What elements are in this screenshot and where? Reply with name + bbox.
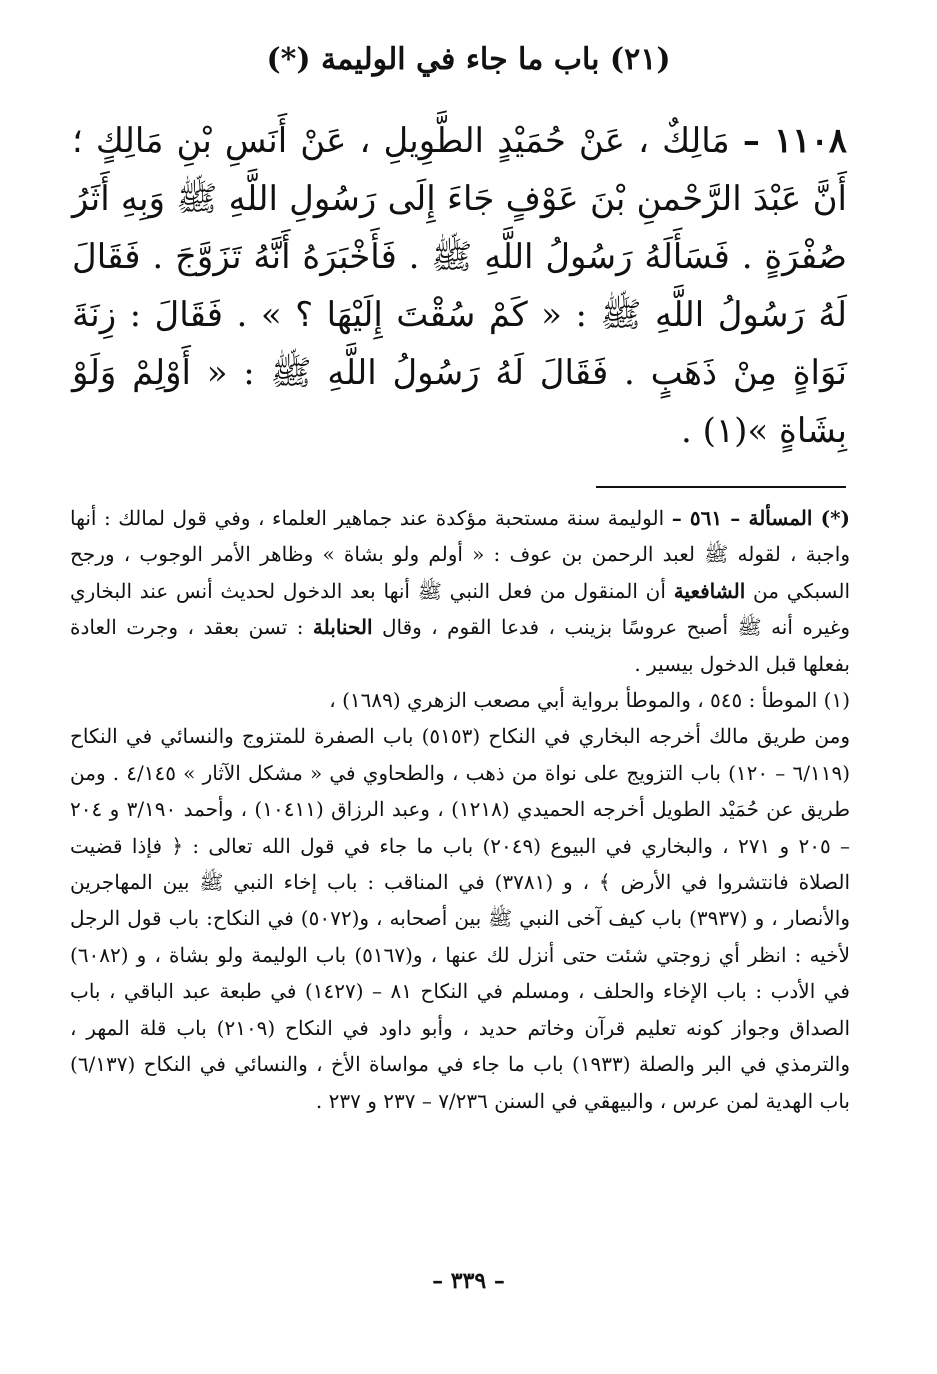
- footnote-star-text: الوليمة سنة مستحبة مؤكدة عند جماهير العلماء ، وفي قول لمالك : أنها واجبة ، لقوله ﷺ لعبد الرحمن بن عوف : « أولم ولو بشاة » وظاهر الأمر الوجوب ، ورجح السبكي من: [70, 506, 850, 603]
- footnote-1-body: ومن طريق مالك أخرجه البخاري في النكاح (٥١٥٣) باب الصفرة للمتزوج والنسائي في النكاح (٦/١١٩ – ١٢٠) باب التزويج على نواة من ذهب ، والطحاوي في « مشكل الآثار » ٤/١٤٥ . ومن طريق عن حُمَيْد الطويل أخرجه الحميدي (١٢١٨) ، وعبد الرزاق (١٠٤١١) ، وأحمد ٣/١٩٠ و ٢٠٤ – ٢٠٥ و ٢٧١ ، والبخاري في البيوع (٢٠٤٩) باب ما جاء في قول الله تعالى : ﴿ فإذا قضيت الصلاة فانتشروا في الأرض ﴾ ، و (٣٧٨١) في المناقب : باب إخاء النبي ﷺ بين المهاجرين والأنصار ، و (٣٩٣٧) باب كيف آخى النبي ﷺ بين أصحابه ، و(٥٠٧٢) في النكاح: باب قول الرجل لأخيه : انظر أي زوجتي شئت حتى أنزل لك عنها ، و(٥١٦٧) باب الوليمة ولو بشاة ، و (٦٠٨٢) في الأدب : باب الإخاء والحلف ، ومسلم في النكاح ٨١ – (١٤٢٧) في طبعة عبد الباقي ، باب الصداق وجواز كونه تعليم قرآن وخاتم حديد ، وأبو داود في النكاح (٢١٠٩) باب قلة المهر ، والترمذي في البر والصلة (١٩٣٣) باب ما جاء في مواساة الأخ ، والنسائي في النكاح (٦/١٣٧) باب الهدية لمن عرس ، والبيهقي في السنن ٧/٢٣٦ – ٢٣٧ و ٢٣٧ .: [70, 724, 851, 1113]
- footnote-star-shafii: الشافعية: [673, 578, 746, 603]
- footnote-star-text-3: : تسن بعقد ، وجرت العادة بفعلها قبل الدخول بيسير .: [70, 615, 850, 676]
- footnote-divider: [596, 486, 846, 488]
- chapter-title: (٢١) باب ما جاء في الوليمة (*): [266, 42, 671, 77]
- hadith-body: مَالِكٌ ، عَنْ حُمَيْدٍ الطَّوِيلِ ، عَنْ أَنَسِ بْنِ مَالِكٍ ؛ أَنَّ عَبْدَ الرَّحْمنِ بْنَ عَوْفٍ جَاءَ إِلَى رَسُولِ اللَّهِ ﷺ وَبِهِ أَثَرُ صُفْرَةٍ . فَسَأَلَهُ رَسُولُ اللَّهِ ﷺ . فَأَخْبَرَهُ أَنَّهُ تَزَوَّجَ . فَقَالَ لَهُ رَسُولُ اللَّهِ ﷺ : « كَمْ سُقْتَ إِلَيْهَا ؟ » . فَقَالَ : زِنَةَ نَوَاةٍ مِنْ ذَهَبٍ . فَقَالَ لَهُ رَسُولُ اللَّهِ ﷺ : « أَوْلِمْ وَلَوْ بِشَاةٍ »(١) .: [72, 121, 847, 451]
- footnotes-block: [70, 500, 850, 1119]
- footnote-1-first-line: (١) الموطأ : ٥٤٥ ، والموطأ برواية أبي مصعب الزهري (١٦٨٩) ،: [329, 688, 850, 713]
- footnote-star-prefix: (*) المسألة – ٥٦١ –: [671, 506, 850, 530]
- footnote-star-hanabila: الحنابلة: [312, 615, 373, 640]
- footnote-star-text-2: أن المنقول من فعل النبي ﷺ أنها بعد الدخول لحديث أنس عند البخاري وغيره أنه ﷺ أصبح عروسًا بزينب ، فدعا القوم ، وقال: [70, 578, 851, 640]
- page-number: – ٣٣٩ –: [432, 1268, 505, 1294]
- footnote-star: [70, 500, 850, 682]
- hadith-text-block: [72, 112, 847, 460]
- hadith-number: ١١٠٨ –: [742, 121, 848, 161]
